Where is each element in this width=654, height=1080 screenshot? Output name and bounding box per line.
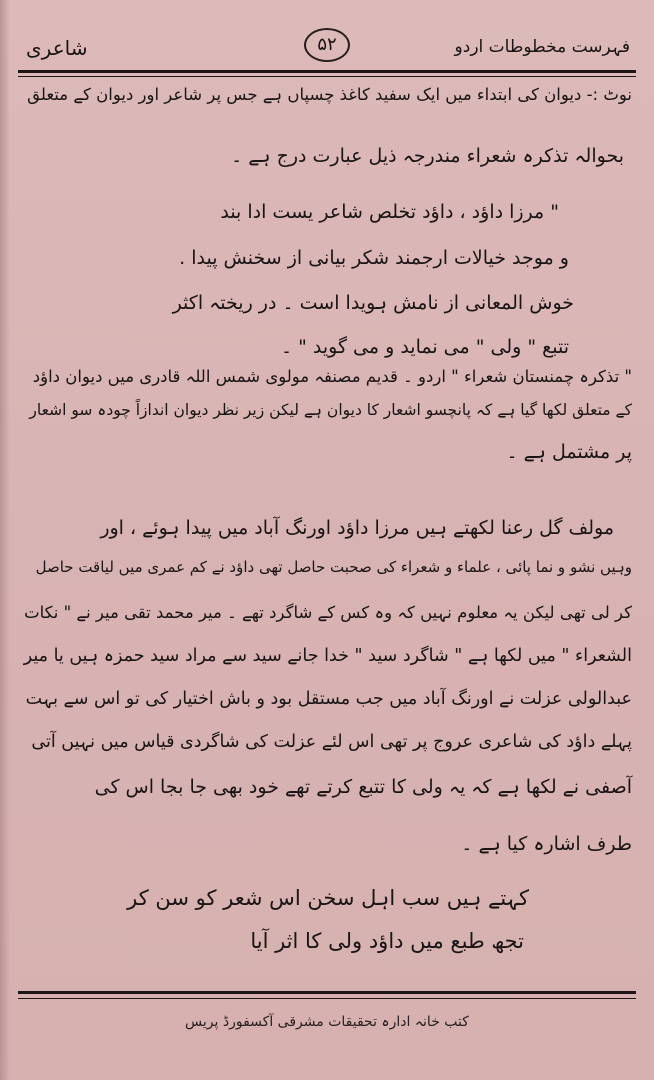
header-book-title: فہرست مخطوطات اردو bbox=[454, 37, 630, 57]
body-line-1: مولف گل رعنا لکھتے ہیں مرزا داؤد اورنگ آباد میں پیدا ہوئے ، اور bbox=[100, 517, 614, 539]
tazkira-line-1: " تذکرہ چمنستان شعراء " اردو ۔ قدیم مصنفہ مولوی شمس اللہ قادری میں دیوان داؤد bbox=[32, 367, 632, 386]
header-rule-thin bbox=[18, 76, 636, 77]
couplet-line-1: کہتے ہیں سب اہل سخن اس شعر کو سن کر bbox=[127, 886, 529, 910]
body-line-5: عبدالولی عزلت نے اورنگ آباد میں جب مستقل بود و باش اختیار کی تو اس سے بہت bbox=[25, 689, 632, 709]
page-header bbox=[18, 22, 636, 66]
body-line-6: پہلے داؤد کی شاعری عروج پر تھی اس لئے عزلت کی شاگردی قیاس میں نہیں آتی bbox=[31, 732, 632, 752]
quote-line-3: خوش المعانی از نامش ہویدا است ۔ در ریختہ اکثر bbox=[172, 292, 574, 314]
header-section-title: شاعری bbox=[26, 36, 88, 60]
quote-line-1: " مرزا داؤد ، داؤد تخلص شاعر یست ادا بند bbox=[220, 201, 559, 223]
body-line-4: الشعراء " میں لکھا ہے " شاگرد سید " خدا جانے سید سے مراد سید حمزہ ہیں یا میر bbox=[23, 646, 632, 666]
body-line-2: وہیں نشو و نما پائی ، علماء و شعراء کی صحبت حاصل تھی داؤد نے کم عمری میں لیاقت حاصل bbox=[35, 558, 632, 576]
note-line-1: نوٹ :- دیوان کی ابتداء میں ایک سفید کاغذ چسپاں ہے جس پر شاعر اور دیوان کے متعلق bbox=[27, 85, 632, 104]
page-footer: کتب خانہ ادارہ تحقیقات مشرقی آکسفورڈ پریس bbox=[185, 1014, 469, 1030]
couplet-line-2: تجھ طبع میں داؤد ولی کا اثر آیا bbox=[250, 929, 524, 953]
note-line-2: بحوالہ تذکرہ شعراء مندرجہ ذیل عبارت درج ہے ۔ bbox=[231, 145, 624, 167]
body-line-3: کر لی تھی لیکن یہ معلوم نہیں کہ وہ کس کے شاگرد تھے ۔ میر محمد تقی میر نے " نکات bbox=[24, 603, 632, 622]
footer-rule-thick bbox=[18, 991, 636, 994]
page-edge-shadow bbox=[0, 0, 10, 1080]
quote-line-4: تتبع " ولی " می نماید و می گوید " ۔ bbox=[280, 336, 569, 358]
tazkira-line-2: کے متعلق لکھا گیا ہے کہ پانچسو اشعار کا دیوان ہے لیکن زیر نظر دیوان اندازاً چودہ سو اشعار bbox=[29, 401, 632, 419]
quote-line-2: و موجد خیالات ارجمند شکر بیانی از سخنش پیدا . bbox=[179, 247, 569, 269]
tazkira-line-3: پر مشتمل ہے ۔ bbox=[506, 441, 632, 463]
body-line-8: طرف اشارہ کیا ہے ۔ bbox=[461, 833, 632, 855]
footer-rule-thin bbox=[18, 998, 636, 999]
body-line-7: آصفی نے لکھا ہے کہ یہ ولی کا تتبع کرتے تھے خود بھی جا بجا اس کی bbox=[94, 776, 632, 798]
page-number: ۵۲ bbox=[304, 28, 350, 62]
header-rule-thick bbox=[18, 70, 636, 73]
